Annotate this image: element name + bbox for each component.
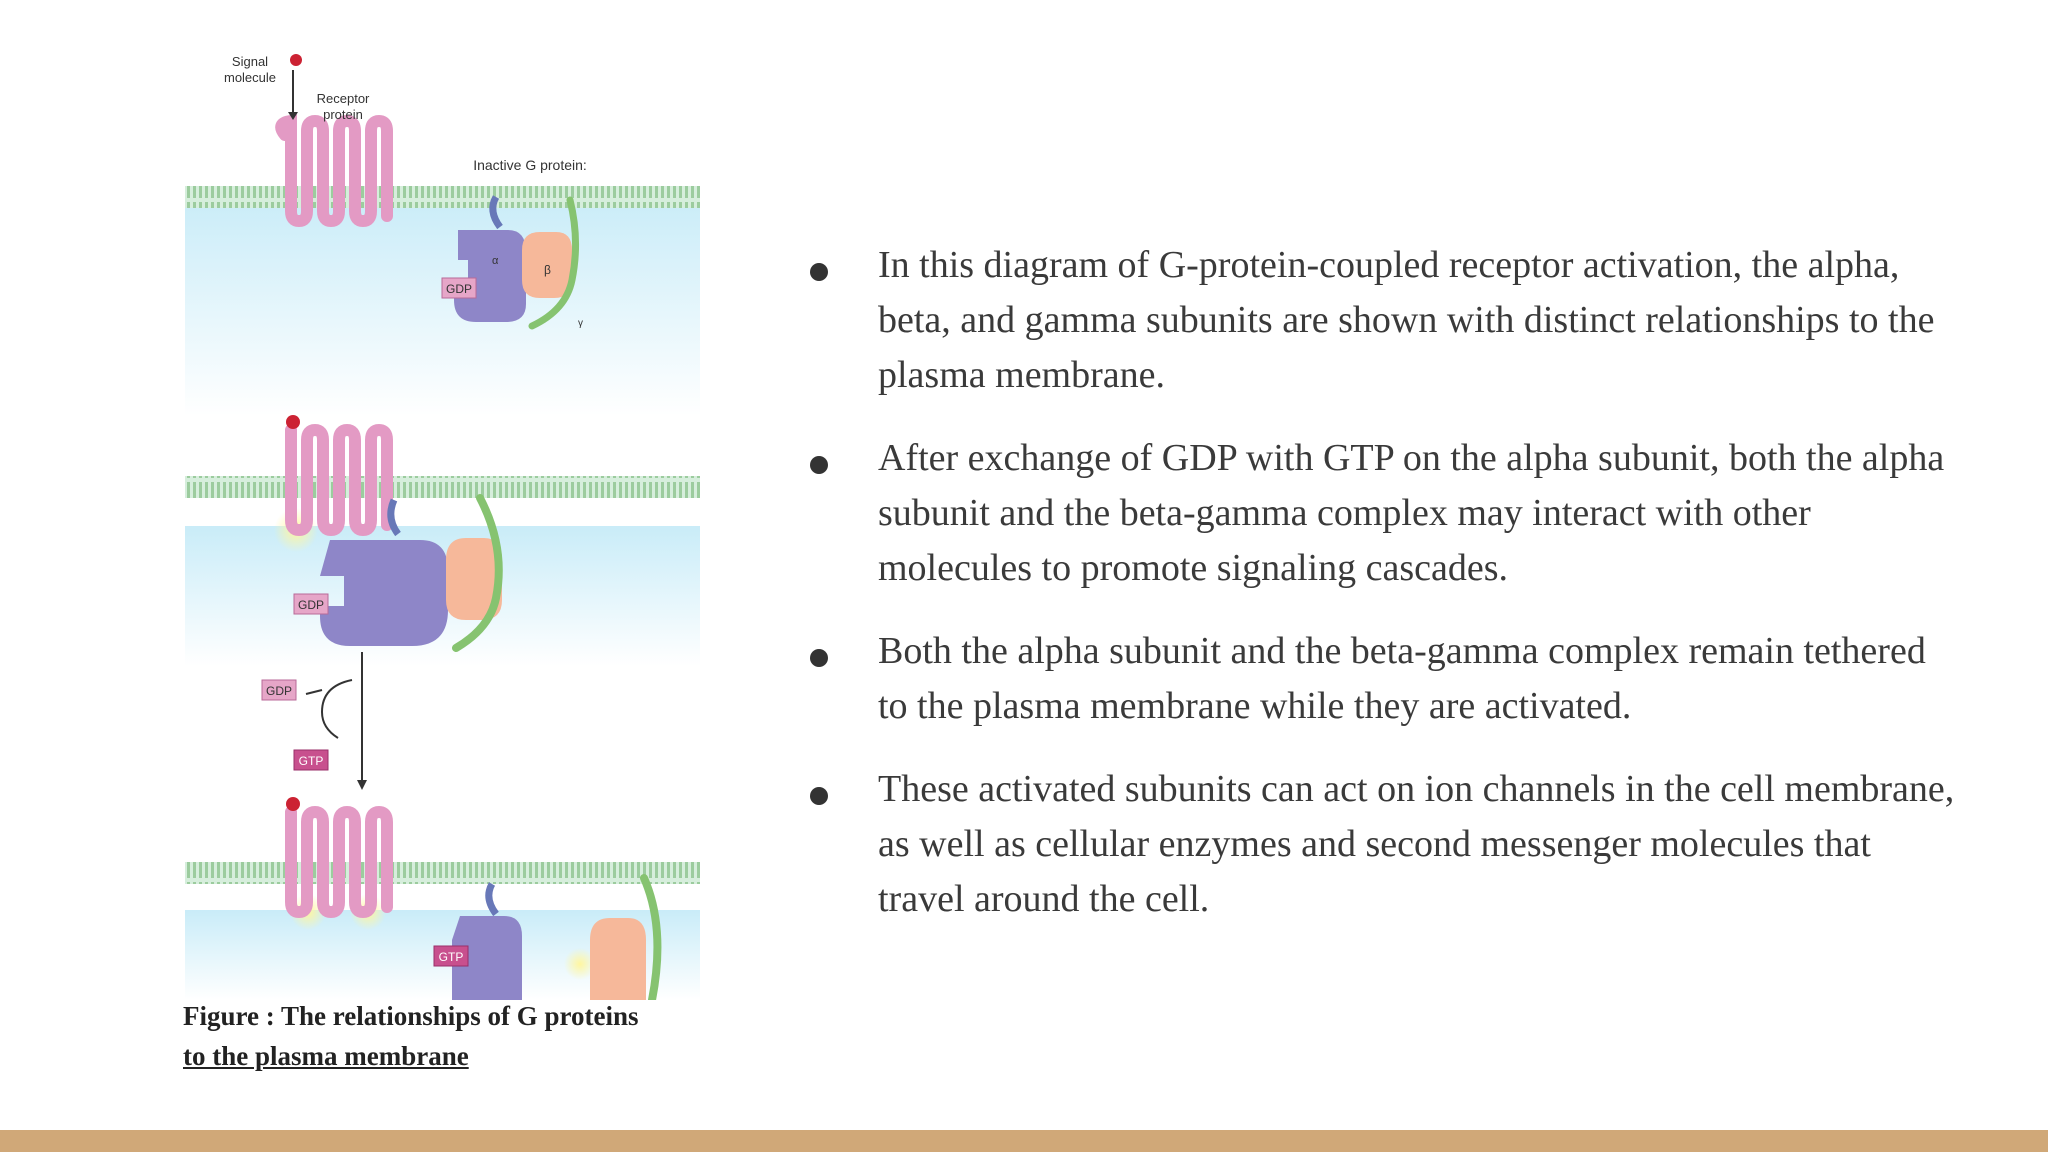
plasma-membrane bbox=[185, 476, 700, 498]
signal-molecule bbox=[286, 415, 300, 429]
bullet-item bbox=[800, 238, 1960, 403]
gpcr-diagram bbox=[180, 40, 720, 1000]
arrow-head bbox=[357, 780, 367, 790]
inactive-g-label: Inactive G protein: bbox=[473, 157, 587, 173]
bullet-item bbox=[800, 624, 1960, 734]
bullet-dot-icon bbox=[810, 456, 828, 474]
gdp-label: GDP bbox=[445, 282, 473, 296]
panel-activated bbox=[185, 415, 700, 790]
bullet-dot-icon bbox=[810, 263, 828, 281]
panel-inactive bbox=[185, 54, 700, 416]
signal-molecule bbox=[286, 797, 300, 811]
alpha-tether bbox=[391, 500, 398, 534]
gdp-label: GDP bbox=[297, 598, 325, 612]
beta-subunit bbox=[590, 918, 646, 1000]
receptor-label: Receptor bbox=[316, 91, 370, 106]
bullet-item bbox=[800, 762, 1960, 927]
footer-bar bbox=[0, 1130, 2048, 1152]
gtp-label: GTP bbox=[438, 950, 464, 964]
signal-label: molecule bbox=[223, 70, 277, 85]
bullet-list bbox=[800, 238, 1960, 955]
alpha-label: α bbox=[492, 255, 499, 267]
caption-line-2: to the plasma membrane bbox=[183, 1041, 469, 1071]
caption-line-1: Figure : The relationships of G proteins bbox=[183, 1001, 639, 1031]
receptor-protein bbox=[291, 812, 387, 912]
beta-label: β bbox=[544, 263, 551, 277]
plasma-membrane bbox=[185, 862, 700, 884]
plasma-membrane bbox=[185, 186, 700, 208]
gpcr-figure bbox=[180, 40, 720, 1080]
bullet-item bbox=[800, 431, 1960, 596]
signal-label: Signal bbox=[231, 54, 269, 69]
exchange-arrow bbox=[306, 690, 322, 694]
bullet-dot-icon bbox=[810, 649, 828, 667]
panel-dissociated bbox=[185, 797, 700, 1000]
bullet-text: These activated subunits can act on ion channels in the cell membrane, as well as cellular enzymes and second messenger molecules that travel around the cell. bbox=[878, 768, 1955, 920]
bullet-text: After exchange of GDP with GTP on the alpha subunit, both the alpha subunit and the beta-gamma complex may interact with other molecules to promote signaling cascades. bbox=[878, 437, 1945, 589]
alpha-tether bbox=[489, 884, 496, 914]
gdp-label: GDP bbox=[265, 684, 293, 698]
gtp-label: GTP bbox=[298, 754, 324, 768]
cytoplasm-area bbox=[185, 196, 700, 416]
receptor-protein bbox=[291, 430, 387, 530]
bullet-text: In this diagram of G-protein-coupled receptor activation, the alpha, beta, and gamma subunits are shown with distinct relationships to the plasma membrane. bbox=[878, 244, 1935, 396]
figure-caption bbox=[183, 996, 683, 1076]
bullet-text: Both the alpha subunit and the beta-gamma complex remain tethered to the plasma membrane while they are activated. bbox=[878, 630, 1926, 727]
bullet-dot-icon bbox=[810, 787, 828, 805]
exchange-arrow bbox=[322, 680, 352, 738]
signal-molecule bbox=[290, 54, 302, 66]
receptor-label: protein bbox=[323, 107, 363, 122]
gamma-label: γ bbox=[578, 318, 583, 329]
